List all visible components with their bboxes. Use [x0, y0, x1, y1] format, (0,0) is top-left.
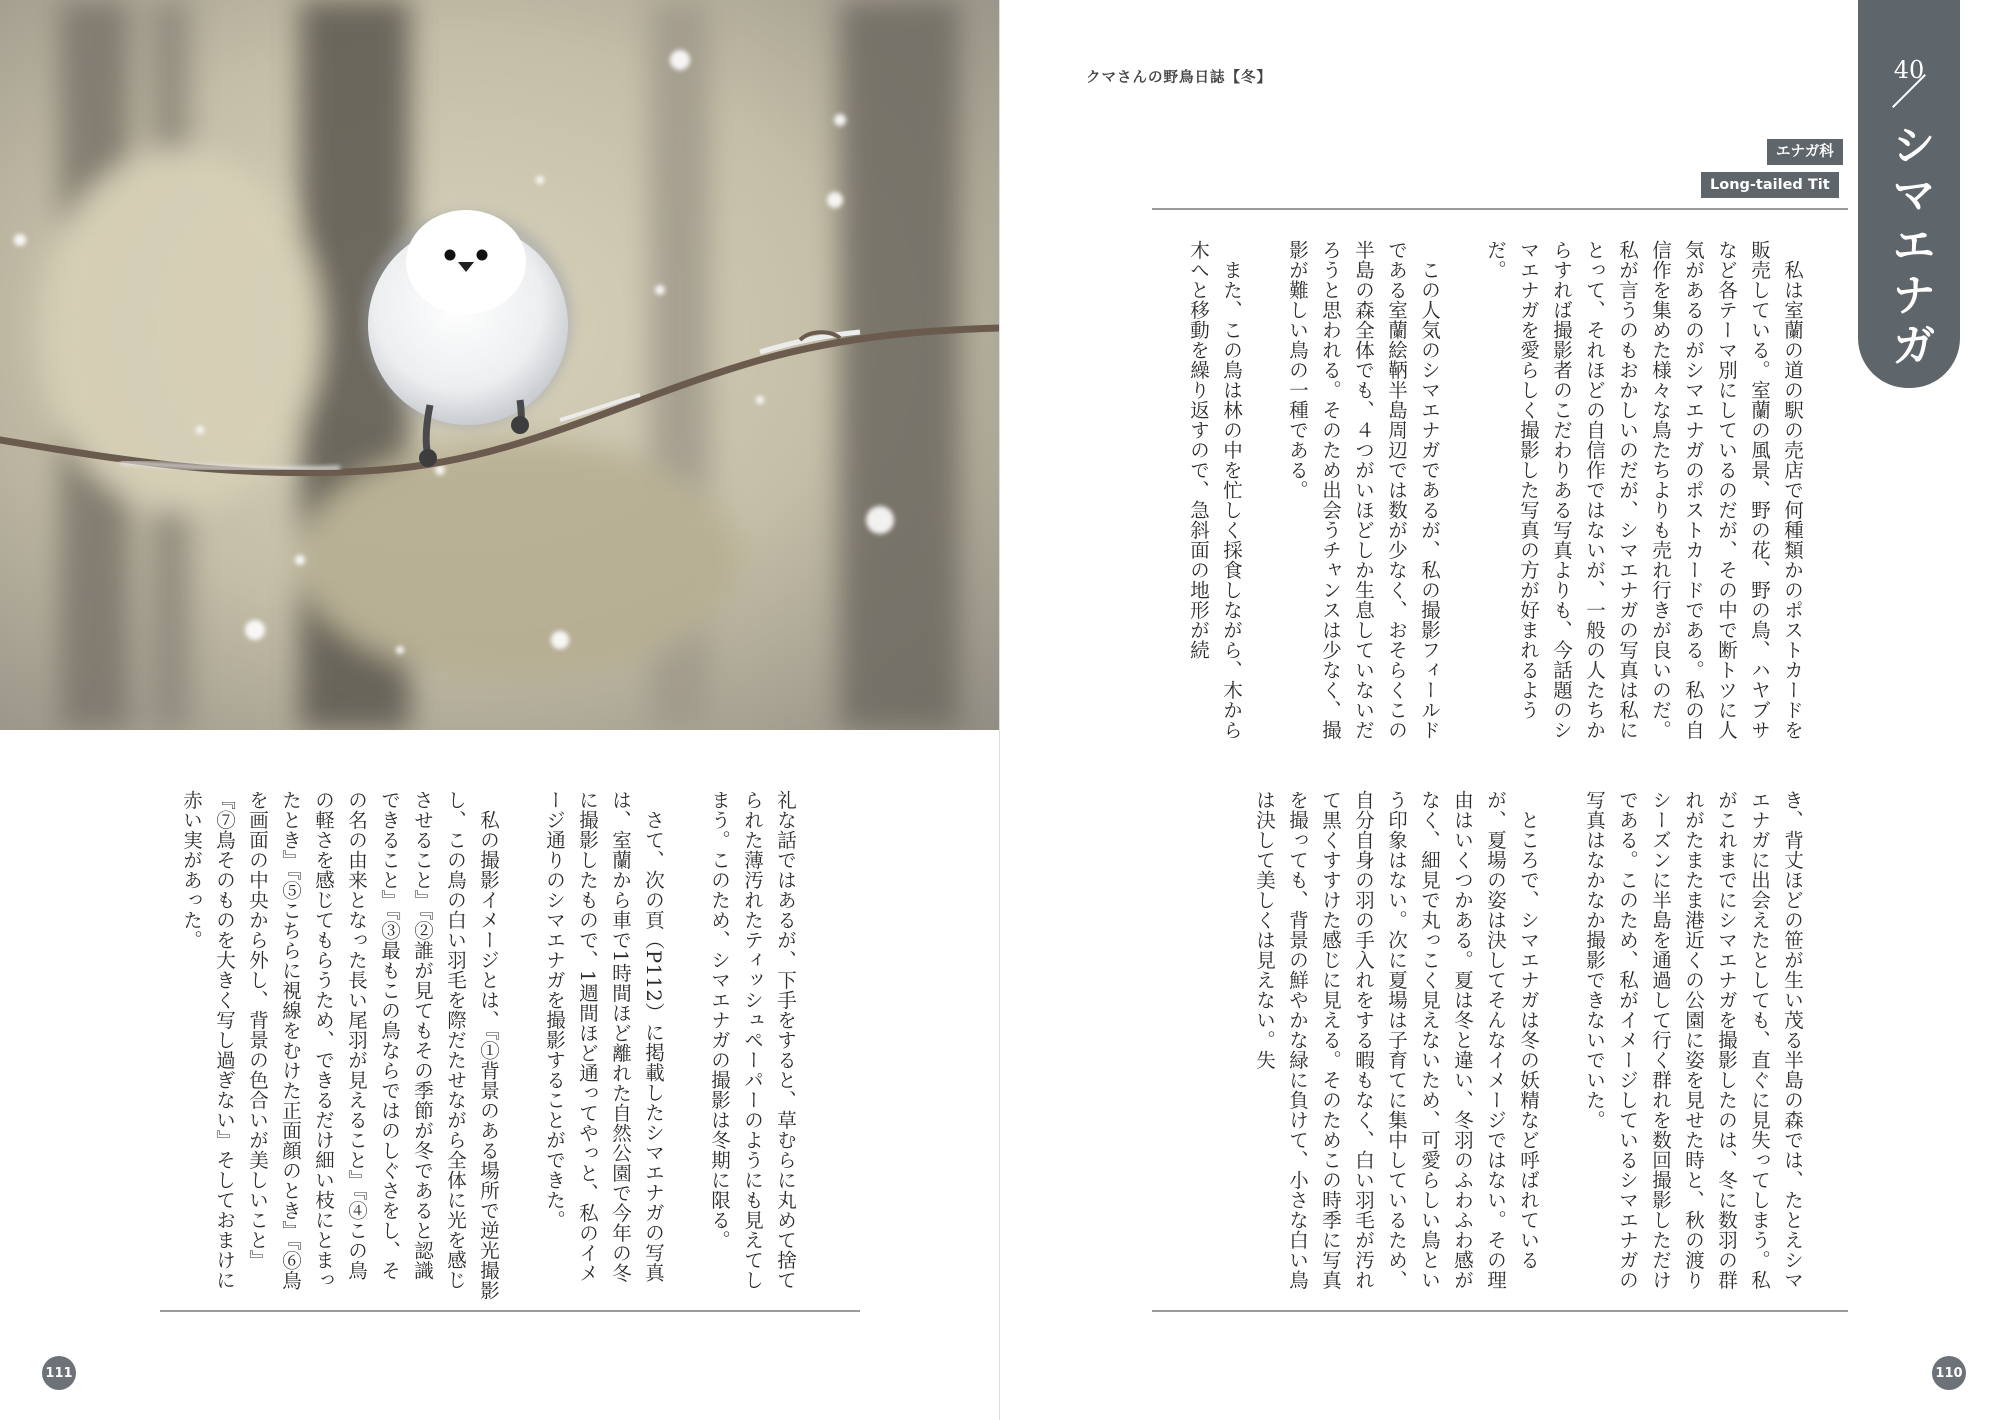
paragraph: き、背丈ほどの笹が生い茂る半島の森では、たとえシマエナガに出会えたとしても、直ぐに見失ってしまう。私がこれまでにシマエナガを撮影したのは、冬に数羽の群れがたまたま港近くの公園に姿を見せた時と、秋の渡りシーズンに半島を通過して行く群れを数回撮影しただけである。このため、私がイメージしているシマエナガの写真はなかなか撮影できないでいた。 [1583, 790, 1804, 1290]
paragraph: また、この鳥は林の中を忙しく採食しながら、木から木へと移動を繰り返すので、急斜面の地形が続 [1187, 240, 1243, 740]
page-number-left: 111 [42, 1356, 76, 1390]
paragraph: ところで、シマエナガは冬の妖精など呼ばれているが、夏場の姿は決してそんなイメージではない。その理由はいくつかある。夏は冬と違い、冬羽のふわふわ感がなく、細見で丸っこく見えないため、可愛らしい鳥という印象はない。次に夏場は子育てに集中しているため、自分自身の羽の手入れをする暇もなく、白い羽毛が汚れて黒くすすけた感じに見える。そのためこの時季に写真を撮っても、背景の鮮やかな緑に負けて、小さな白い鳥は決して美しくは見えない。失 [1253, 790, 1540, 1290]
family-label: エナガ科 [1767, 139, 1843, 165]
bottom-rule-left [160, 1310, 860, 1312]
running-head: クマさんの野鳥日誌【冬】 [1086, 70, 1272, 86]
species-title: シマエナガ [1884, 122, 1935, 372]
top-rule-right [1152, 208, 1848, 210]
long-tailed-tit-photo [0, 0, 1000, 730]
paragraph: 私は室蘭の道の駅の売店で何種類かのポストカードを販売している。室蘭の風景、野の花、野の鳥、ハヤブサなど各テーマ別にしているのだが、その中で断トツに人気があるのがシマエナガのポストカードである。私の自信作を集めた様々な鳥たちよりも売れ行きが良いのだ。私が言うのもおかしいのだが、シマエナガの写真は私にとって、それほどの自信作ではないが、一般の人たちからすれば撮影者のこだわりある写真よりも、今話題のシマエナガを愛らしく撮影した写真の方が好まれるようだ。 [1484, 240, 1804, 740]
chapter-number: 40 [1893, 56, 1925, 84]
english-name-label: Long-tailed Tit [1701, 172, 1839, 198]
right-lower-text-block [1160, 790, 1842, 1300]
right-upper-text-block [1160, 240, 1842, 740]
paragraph: 私の撮影イメージとは、『①背景のある場所で逆光撮影し、この鳥の白い羽毛を際だたせながら全体に光を感じさせること』『②誰が見てもその季節が冬であると認識できること』『③最もこの鳥ならではのしぐさをし、その名の由来となった長い尾羽が見えること』『④この鳥の軽さを感じてもらうため、できるだけ細い枝にとまったとき』『⑤こちらに視線をむけた正面顔のとき』『⑥鳥を画面の中央から外し、背景の色合いが美しいこと』『⑦鳥そのものを大きく写し過ぎない』そしておまけに赤い実があった。 [180, 790, 500, 1300]
left-lower-text-block [175, 790, 835, 1300]
bird-on-branch-photo-icon [0, 0, 1000, 730]
bottom-rule-right [1152, 1310, 1848, 1312]
page-number-right: 110 [1932, 1356, 1966, 1390]
paragraph: この人気のシマエナガであるが、私の撮影フィールドである室蘭絵鞆半島周辺では数が少なく、おそらくこの半島の森全体でも、４つがいほどしか生息していないだろうと思われる。そのため出会うチャンスは少なく、撮影が難しい鳥の一種である。 [1286, 240, 1441, 740]
paragraph: 礼な話ではあるが、下手をすると、草むらに丸めて捨てられた薄汚れたティッシュペーパーのようにも見えてしまう。このため、シマエナガの撮影は冬期に限る。 [708, 790, 797, 1290]
paragraph: さて、次の頁（P112）に掲載したシマエナガの写真は、室蘭から車で1時間ほど離れた自然公園で今年の冬に撮影したもので、1週間ほど通ってやっと、私のイメージ通りのシマエナガを撮影することができた。 [543, 790, 665, 1283]
title-tab [1858, 0, 1960, 388]
